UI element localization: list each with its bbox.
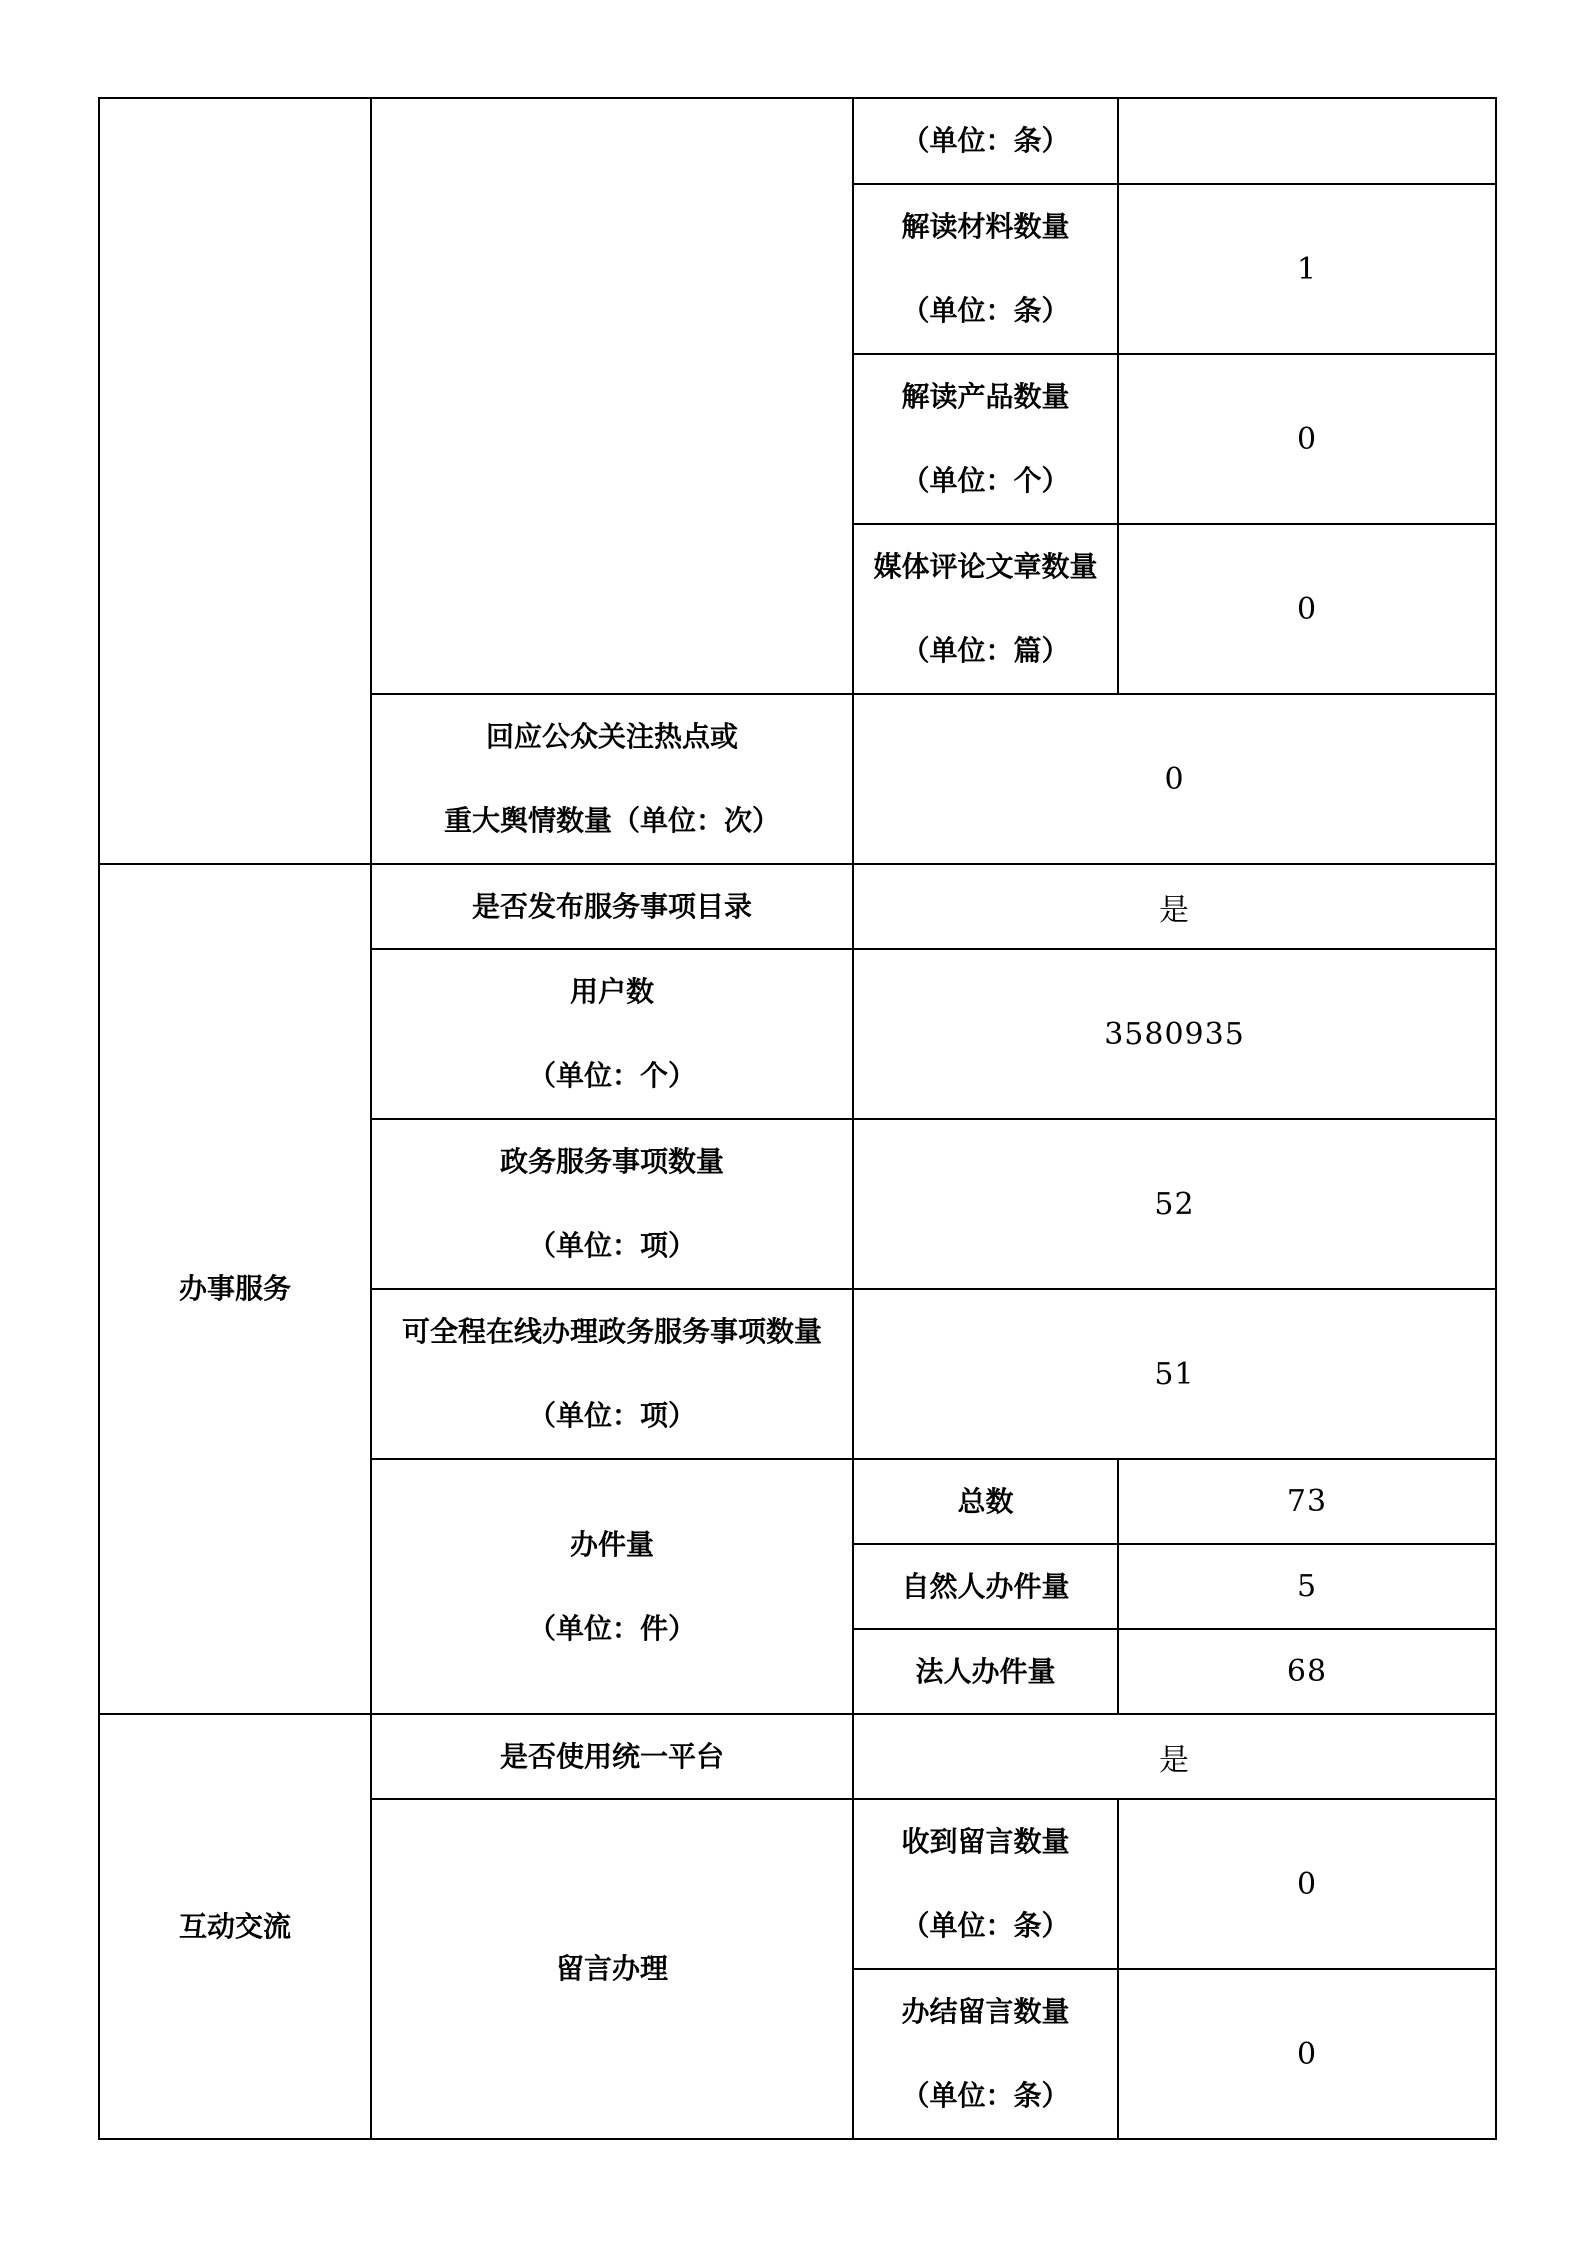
interaction-section-label: 互动交流: [99, 1714, 371, 2139]
platform-value: 是: [853, 1714, 1496, 1799]
users-label: 用户数 （单位：个）: [371, 949, 853, 1119]
report-table: [98, 97, 1497, 2140]
interpret-material-value: 1: [1118, 184, 1496, 354]
hotspot-value: 0: [853, 694, 1496, 864]
interpret-product-value: 0: [1118, 354, 1496, 524]
online-items-value: 51: [853, 1289, 1496, 1459]
hotspot-label: 回应公众关注热点或 重大舆情数量（单位：次）: [371, 694, 853, 864]
service-items-value: 52: [853, 1119, 1496, 1289]
interpret-material-label: 解读材料数量 （单位：条）: [853, 184, 1118, 354]
messages-closed-label: 办结留言数量 （单位：条）: [853, 1969, 1118, 2139]
volume-label: 办件量 （单位：件）: [371, 1459, 853, 1714]
messages-received-value: 0: [1118, 1799, 1496, 1969]
table-row: [99, 864, 1496, 949]
section-cell-continued: [99, 98, 371, 864]
volume-legal-value: 68: [1118, 1629, 1496, 1714]
volume-natural-label: 自然人办件量: [853, 1544, 1118, 1629]
service-items-label: 政务服务事项数量 （单位：项）: [371, 1119, 853, 1289]
media-article-label: 媒体评论文章数量 （单位：篇）: [853, 524, 1118, 694]
media-article-value: 0: [1118, 524, 1496, 694]
volume-total-label: 总数: [853, 1459, 1118, 1544]
service-section-label: 办事服务: [99, 864, 371, 1714]
interpret-unit-value: [1118, 98, 1496, 184]
messages-label: 留言办理: [371, 1799, 853, 2139]
subsection-cell-continued: [371, 98, 853, 694]
service-catalog-label: 是否发布服务事项目录: [371, 864, 853, 949]
volume-natural-value: 5: [1118, 1544, 1496, 1629]
platform-label: 是否使用统一平台: [371, 1714, 853, 1799]
table-row: [99, 1714, 1496, 1799]
table-row: [99, 98, 1496, 184]
volume-total-value: 73: [1118, 1459, 1496, 1544]
messages-received-label: 收到留言数量 （单位：条）: [853, 1799, 1118, 1969]
messages-closed-value: 0: [1118, 1969, 1496, 2139]
volume-legal-label: 法人办件量: [853, 1629, 1118, 1714]
interpret-unit-label: （单位：条）: [853, 98, 1118, 184]
online-items-label: 可全程在线办理政务服务事项数量 （单位：项）: [371, 1289, 853, 1459]
interpret-product-label: 解读产品数量 （单位：个）: [853, 354, 1118, 524]
service-catalog-value: 是: [853, 864, 1496, 949]
users-value: 3580935: [853, 949, 1496, 1119]
